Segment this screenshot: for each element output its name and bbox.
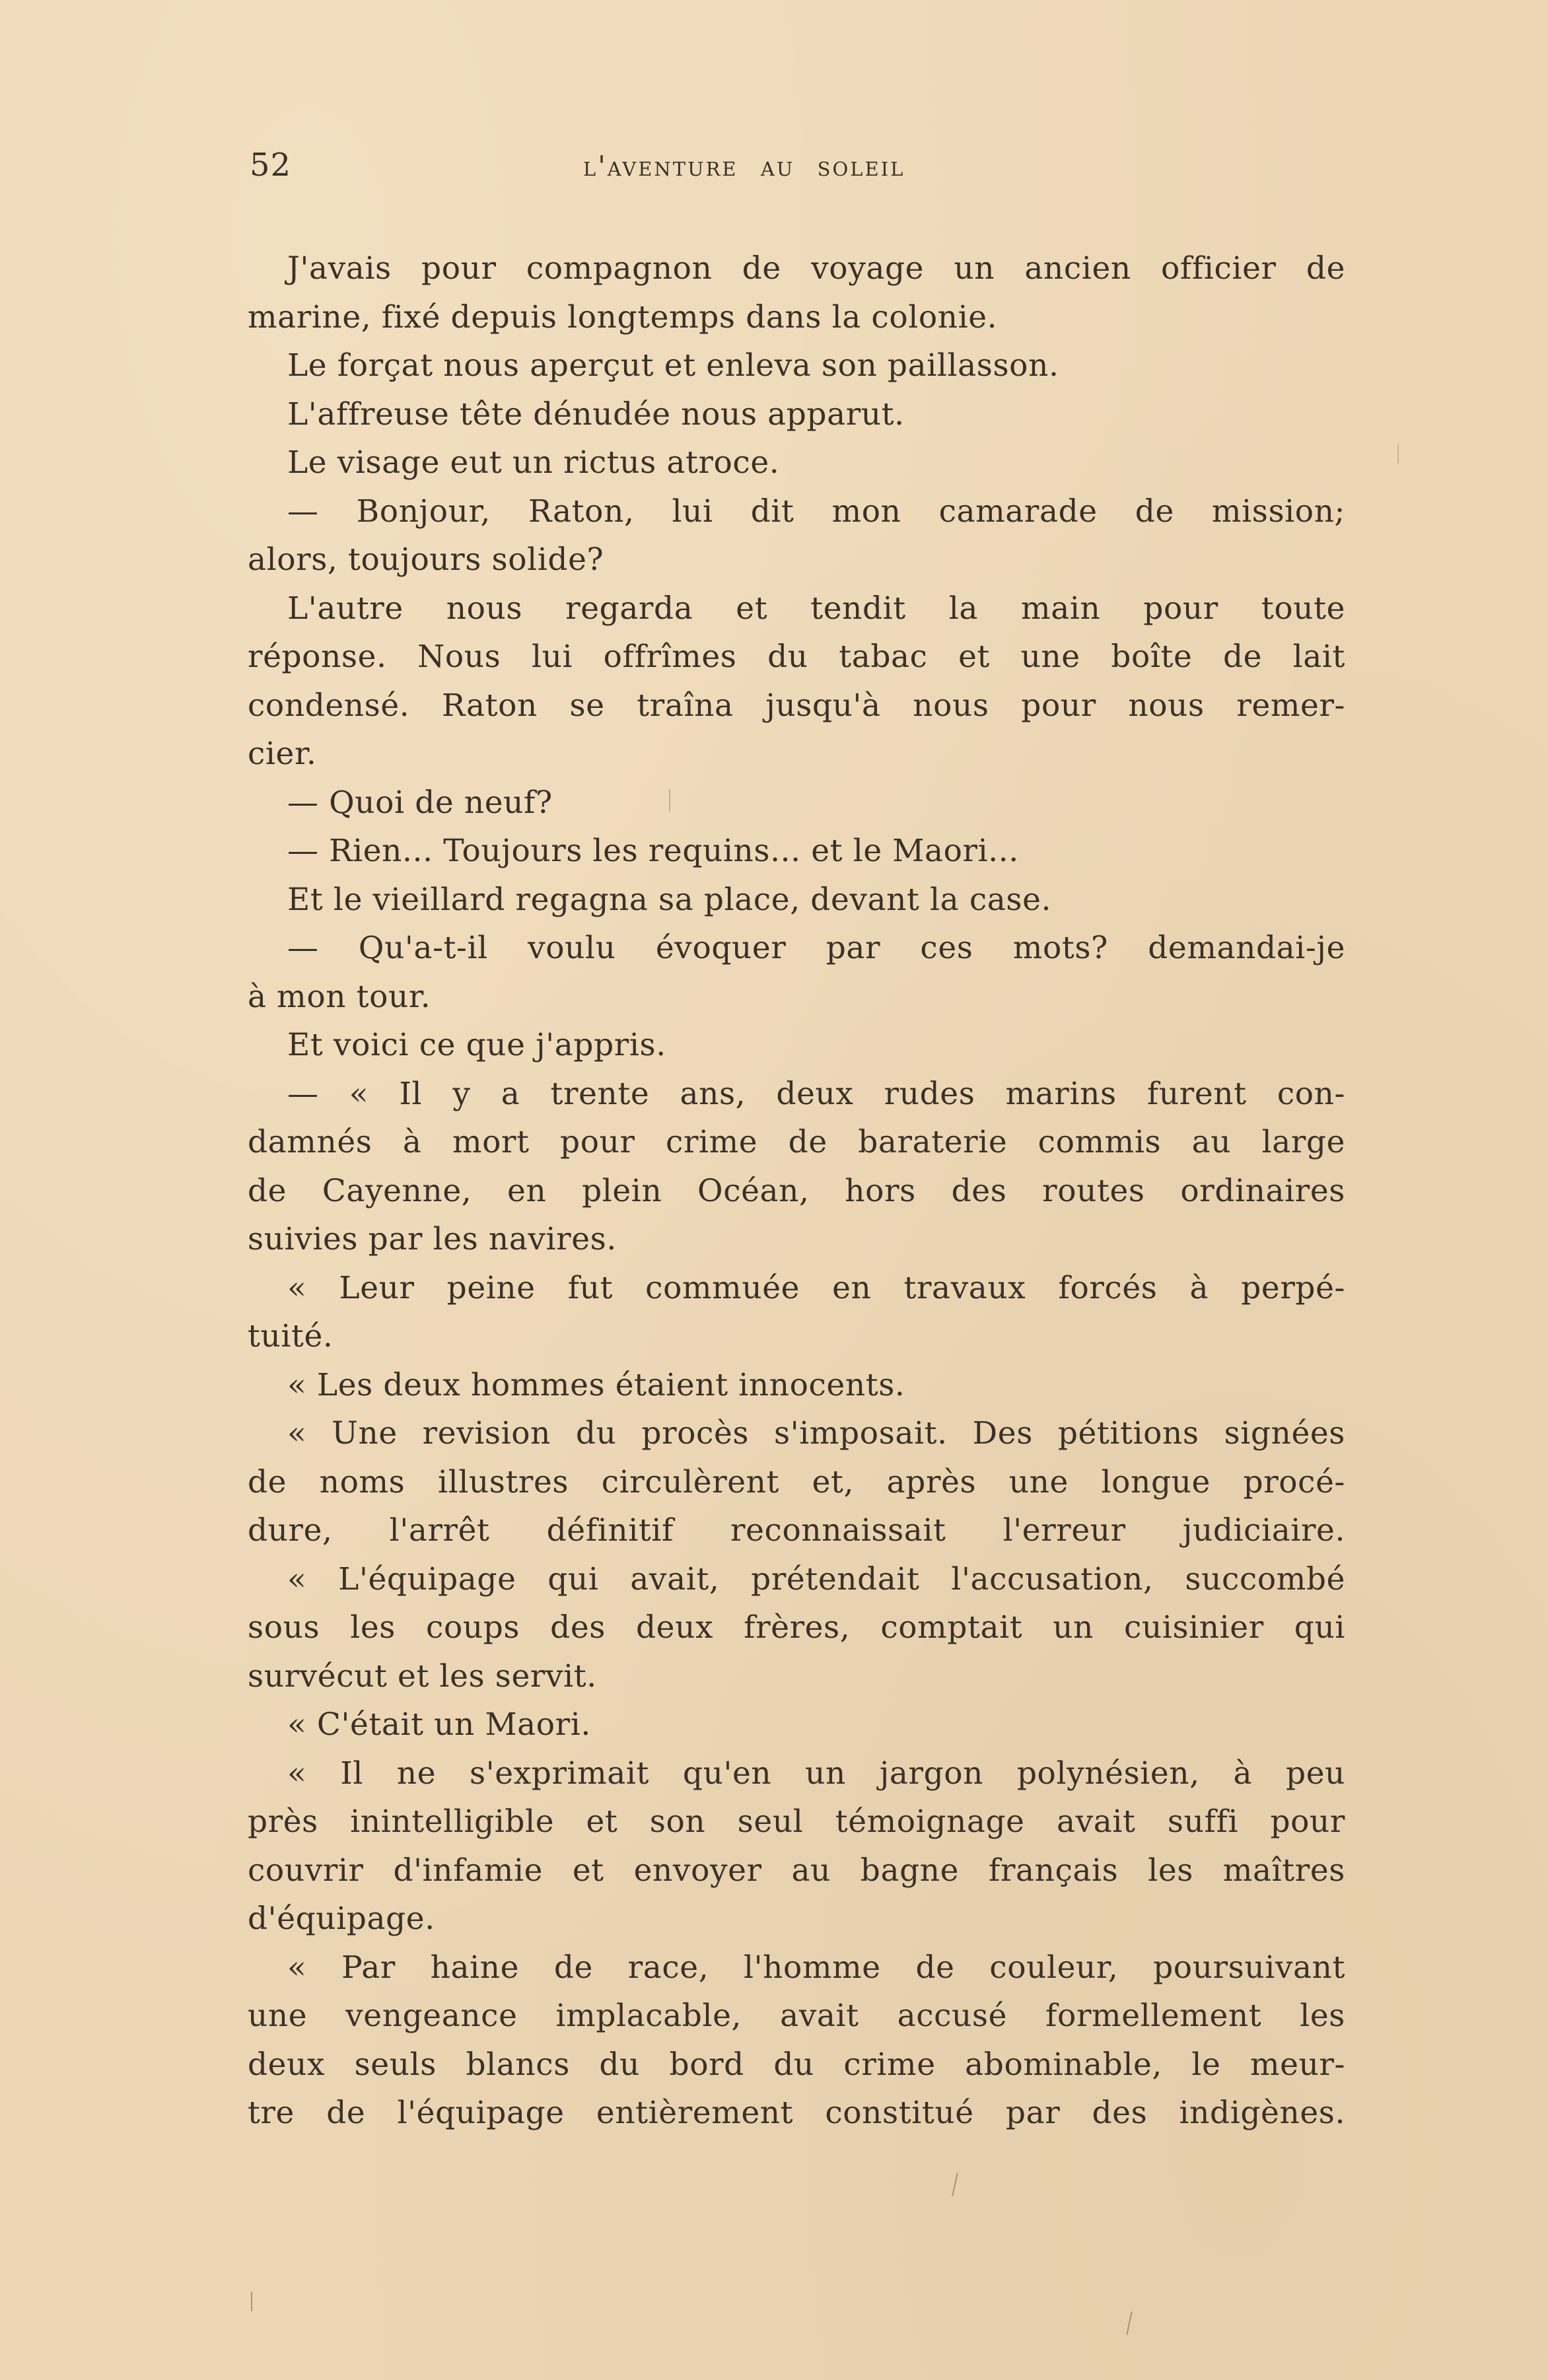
text-line: « L'équipage qui avait, prétendait l'accusation, succombé xyxy=(287,1560,1345,1597)
paper-speck xyxy=(1397,444,1399,464)
text-line: alors, toujours solide? xyxy=(248,542,604,578)
text-line: une vengeance implacable, avait accusé formellement les xyxy=(248,1998,1345,2034)
text-line: tuité. xyxy=(248,1318,334,1354)
text-line: dure, l'arrêt définitif reconnaissait l'erreur judiciaire. xyxy=(248,1512,1345,1549)
text-line: J'avais pour compagnon de voyage un ancien officier de xyxy=(287,250,1345,287)
text-line: marine, fixé depuis longtemps dans la colonie. xyxy=(248,298,998,335)
text-line: « Il ne s'exprimait qu'en un jargon polynésien, à peu xyxy=(287,1755,1345,1792)
text-line: Et le vieillard regagna sa place, devant la case. xyxy=(287,881,1052,918)
text-line: « Leur peine fut commuée en travaux forcés à perpé- xyxy=(287,1269,1345,1306)
text-line: « Une revision du procès s'imposait. Des pétitions signées xyxy=(287,1415,1345,1452)
text-line: « Par haine de race, l'homme de couleur, poursuivant xyxy=(287,1949,1345,1986)
text-line: L'autre nous regarda et tendit la main pour toute xyxy=(287,590,1345,627)
text-line: — Qu'a-t-il voulu évoquer par ces mots? demandai-je xyxy=(287,930,1345,966)
text-line: suivies par les navires. xyxy=(248,1221,617,1257)
text-line: tre de l'équipage entièrement constitué par des indigènes. xyxy=(248,2095,1345,2131)
text-line: — Bonjour, Raton, lui dit mon camarade de mission; xyxy=(287,493,1345,530)
paper-speck xyxy=(1126,2311,1132,2335)
text-line: « C'était un Maori. xyxy=(287,1706,591,1743)
text-line: sous les coups des deux frères, comptait un cuisinier qui xyxy=(248,1609,1345,1646)
text-line: cier. xyxy=(248,736,317,772)
paper-speck xyxy=(952,2173,958,2196)
text-line: Le visage eut un rictus atroce. xyxy=(287,444,780,481)
text-line: près inintelligible et son seul témoignage avait suffi pour xyxy=(248,1803,1345,1840)
text-line: couvrir d'infamie et envoyer au bagne français les maîtres xyxy=(248,1852,1345,1889)
text-line: deux seuls blancs du bord du crime abominable, le meur- xyxy=(248,2046,1345,2083)
text-line: L'affreuse tête dénudée nous apparut. xyxy=(287,396,905,433)
text-line: de Cayenne, en plein Océan, hors des routes ordinaires xyxy=(248,1172,1345,1209)
text-line: d'équipage. xyxy=(248,1901,435,1937)
paper-speck xyxy=(669,789,670,812)
paper-speck xyxy=(251,2292,252,2311)
running-title: l'aventure au soleil xyxy=(583,150,905,182)
text-line: Le forçat nous aperçut et enleva son paillasson. xyxy=(287,347,1059,384)
text-line: condensé. Raton se traîna jusqu'à nous pour nous remer- xyxy=(248,687,1345,724)
text-line: — « Il y a trente ans, deux rudes marins furent con- xyxy=(287,1075,1345,1112)
text-line: — Quoi de neuf? xyxy=(287,784,553,821)
body-text xyxy=(248,244,1345,2138)
text-line: à mon tour. xyxy=(248,978,431,1015)
text-line: damnés à mort pour crime de baraterie commis au large xyxy=(248,1124,1345,1160)
text-line: Et voici ce que j'appris. xyxy=(287,1027,666,1063)
running-head xyxy=(250,147,1346,186)
text-line: — Rien... Toujours les requins... et le Maori... xyxy=(287,833,1019,869)
text-line: de noms illustres circulèrent et, après une longue procé- xyxy=(248,1463,1345,1500)
text-line: survécut et les servit. xyxy=(248,1658,597,1695)
text-line: « Les deux hommes étaient innocents. xyxy=(287,1366,905,1403)
page-number: 52 xyxy=(250,147,292,184)
text-line: réponse. Nous lui offrîmes du tabac et une boîte de lait xyxy=(248,639,1345,675)
